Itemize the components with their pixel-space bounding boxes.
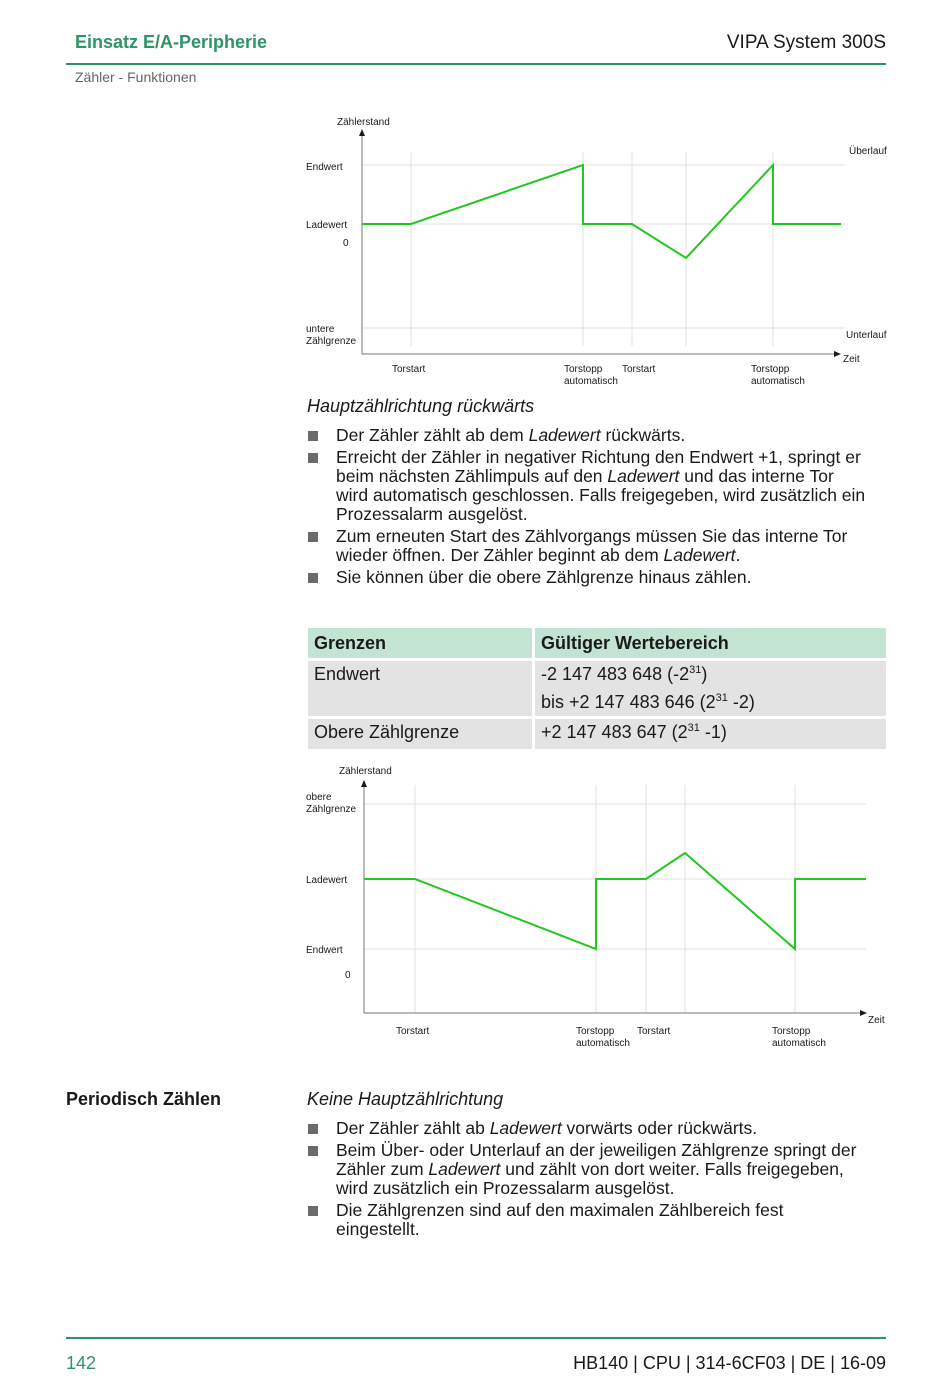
x-axis-arrow <box>860 1010 867 1016</box>
bullet-square-icon <box>308 532 318 542</box>
bullet-square-icon <box>308 573 318 583</box>
obere-label-line1: obere <box>306 792 332 803</box>
side-heading-periodic: Periodisch Zählen <box>66 1089 222 1109</box>
bullet-list-periodic <box>307 1119 867 1242</box>
counter-diagram-periodic <box>300 760 900 1060</box>
y-axis-arrow <box>359 129 365 136</box>
torstopp-label-1: Torstopp <box>576 1026 615 1037</box>
torstopp-sub-label-1: automatisch <box>576 1038 630 1049</box>
ladewert-label: Ladewert <box>306 875 348 886</box>
torstart-label-1: Torstart <box>396 1026 430 1037</box>
table-header-cell: Grenzen <box>308 628 532 658</box>
counter-diagram-backward <box>300 110 900 400</box>
list-item: Zum erneuten Start des Zählvorgangs müssen Sie das interne Tor wieder öffnen. Der Zähler beginnt ab dem Ladewert. <box>307 527 867 565</box>
y-axis-arrow <box>361 780 367 787</box>
x-axis-label: Zeit <box>868 1015 885 1026</box>
torstopp-sub-label-2: automatisch <box>751 376 805 387</box>
bullet-square-icon <box>308 1124 318 1134</box>
bullet-list-backward <box>307 426 867 590</box>
section-heading-backward: Hauptzählrichtung rückwärts <box>307 396 535 416</box>
section-heading-periodic: Keine Hauptzählrichtung <box>307 1089 504 1109</box>
header-rule <box>66 63 886 65</box>
torstart-label-2: Torstart <box>622 364 656 375</box>
bullet-square-icon <box>308 453 318 463</box>
page-number: 142 <box>66 1353 97 1373</box>
torstart-label-2: Torstart <box>637 1026 671 1037</box>
y-axis-label: Zählerstand <box>337 117 390 128</box>
grid-lines <box>364 785 866 1013</box>
table-row <box>308 719 886 749</box>
table-header-row <box>308 628 886 658</box>
bullet-square-icon <box>308 431 318 441</box>
bullet-square-icon <box>308 1206 318 1216</box>
bullet-square-icon <box>308 1146 318 1156</box>
counter-signal-line <box>362 165 841 258</box>
table-header-cell: Gültiger Wertebereich <box>535 628 886 658</box>
list-item: Sie können über die obere Zählgrenze hinaus zählen. <box>307 568 867 587</box>
untere-label-line1: untere <box>306 324 335 335</box>
footer-rule <box>66 1337 886 1339</box>
endwert-label: Endwert <box>306 162 343 173</box>
torstopp-sub-label-2: automatisch <box>772 1038 826 1049</box>
table-cell-value: +2 147 483 647 ($2^{31}$ -1) <box>535 719 886 749</box>
y-axis-label: Zählerstand <box>339 766 392 777</box>
table-cell-value: -2 147 483 648 $(-2^{31})$ bis +2 147 483 646 ($2^{31}$ -2) <box>535 661 886 716</box>
endwert-label: Endwert <box>306 945 343 956</box>
ueberlauf-label: Überlauf <box>849 146 887 157</box>
torstart-label-1: Torstart <box>392 364 426 375</box>
torstopp-label-2: Torstopp <box>751 364 790 375</box>
x-axis-label: Zeit <box>843 354 860 365</box>
document-id: HB140 | CPU | 314-6CF03 | DE | 16-09 <box>573 1353 886 1373</box>
table-row <box>308 661 886 716</box>
section-title: Einsatz E/A-Peripherie <box>75 32 268 52</box>
list-item: Die Zählgrenzen sind auf den maximalen Zählbereich fest eingestellt. <box>307 1201 867 1239</box>
x-axis-arrow <box>834 351 841 357</box>
list-item: Beim Über- oder Unterlauf an der jeweiligen Zählgrenze springt der Zähler zum Ladewert und zählt von dort weiter. Falls freigegeben, wird zusätzlich ein Prozessalarm ausgelöst. <box>307 1141 867 1198</box>
untere-label-line2: Zählgrenze <box>306 336 357 347</box>
torstopp-sub-label-1: automatisch <box>564 376 618 387</box>
list-item: Der Zähler zählt ab Ladewert vorwärts oder rückwärts. <box>307 1119 867 1138</box>
list-item: Erreicht der Zähler in negativer Richtung den Endwert +1, springt er beim nächsten Zählimpuls auf den Ladewert und das interne Tor wird automatisch geschlossen. Falls freigegeben, wird zusätzlich ein Prozessalarm ausgelöst. <box>307 448 867 524</box>
subsection-title: Zähler - Funktionen <box>75 69 197 85</box>
zero-label: 0 <box>345 970 351 981</box>
list-item: Der Zähler zählt ab dem Ladewert rückwärts. <box>307 426 867 445</box>
zero-label: 0 <box>343 238 349 249</box>
torstopp-label-1: Torstopp <box>564 364 603 375</box>
unterlauf-label: Unterlauf <box>846 330 887 341</box>
table-cell-label: Endwert <box>308 661 532 716</box>
torstopp-label-2: Torstopp <box>772 1026 811 1037</box>
product-title: VIPA System 300S <box>726 32 886 53</box>
limits-table <box>305 625 889 752</box>
ladewert-label: Ladewert <box>306 220 348 231</box>
table-cell-label: Obere Zählgrenze <box>308 719 532 749</box>
counter-signal-line <box>364 853 866 949</box>
obere-label-line2: Zählgrenze <box>306 804 357 815</box>
